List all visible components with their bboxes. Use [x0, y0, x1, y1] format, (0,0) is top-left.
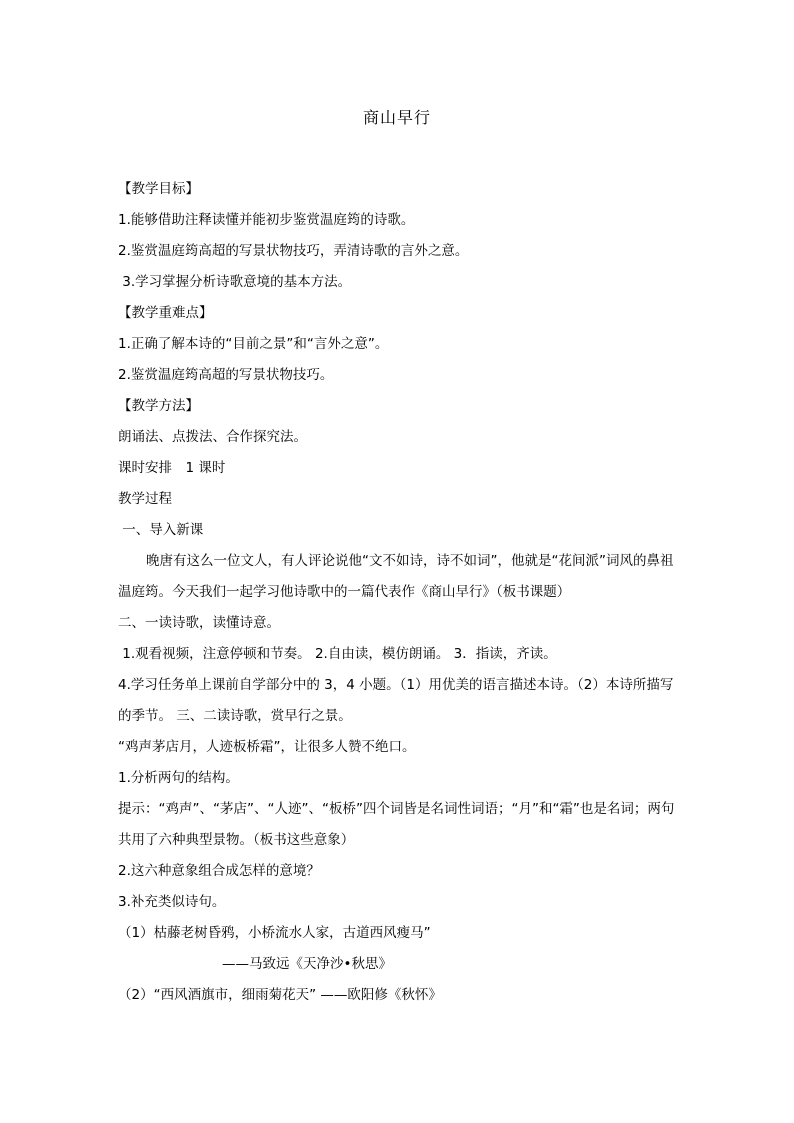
- section-heading-key-points: 【教学重难点】: [118, 305, 213, 321]
- quoted-verse: “鸡声茅店月，人迹板桥霜”，让很多人赞不绝口。: [118, 739, 416, 755]
- example-verse-2: （2）“西风酒旗市，细雨菊花天” ——欧阳修《秋怀》: [118, 987, 442, 1003]
- objective-3: 3.学习掌握分析诗歌意境的基本方法。: [118, 274, 352, 290]
- example-verse-1: （1）枯藤老树昏鸦，小桥流水人家，古道西风瘦马”: [118, 925, 431, 941]
- schedule-text: 课时安排 1 课时: [118, 460, 226, 476]
- section-heading-objectives: 【教学目标】: [118, 181, 199, 197]
- document-body: [118, 174, 678, 1011]
- page-title: 商山早行: [362, 108, 431, 127]
- objective-1: 1.能够借助注释读懂并能初步鉴赏温庭筠的诗歌。: [118, 212, 415, 228]
- reading-tasks: 1.观看视频，注意停顿和节奏。 2.自由读，模仿朗诵。 3．指读，齐读。: [118, 646, 557, 662]
- intro-paragraph: 晚唐有这么一位文人，有人评论说他“文不如诗，诗不如词”，他就是“花间派”词风的鼻祖温庭筠。今天我们一起学习他诗歌中的一篇代表作《商山早行》（板书课题）: [118, 553, 674, 600]
- process-heading: 教学过程: [118, 491, 172, 507]
- analysis-1: 1.分析两句的结构。: [118, 770, 239, 786]
- methods-text: 朗诵法、点拨法、合作探究法。: [118, 429, 307, 445]
- analysis-3: 3.补充类似诗句。: [118, 894, 226, 910]
- objective-2: 2.鉴赏温庭筠高超的写景状物技巧，弄清诗歌的言外之意。: [118, 243, 469, 259]
- task-4-paragraph: 4.学习任务单上课前自学部分中的 3，4 小题。（1）用优美的语言描述本诗。（2）本诗所描写的季节。 三、二读诗歌，赏早行之景。: [118, 677, 674, 724]
- step-2-heading: 二、一读诗歌，读懂诗意。: [118, 615, 280, 631]
- section-heading-methods: 【教学方法】: [118, 398, 199, 414]
- step-1-heading: 一、导入新课: [118, 522, 204, 538]
- hint-paragraph: 提示：“鸡声”、“茅店”、“人迹”、“板桥”四个词皆是名词性词语；“月”和“霜”也是名词；两句共用了六种典型景物。（板书这些意象）: [118, 801, 675, 848]
- key-point-2: 2.鉴赏温庭筠高超的写景状物技巧。: [118, 367, 334, 383]
- analysis-2: 2.这六种意象组合成怎样的意境？: [118, 863, 320, 879]
- example-verse-1-author: ——马致远《天净沙•秋思》: [222, 956, 392, 972]
- key-point-1: 1.正确了解本诗的“目前之景”和“言外之意”。: [118, 336, 389, 352]
